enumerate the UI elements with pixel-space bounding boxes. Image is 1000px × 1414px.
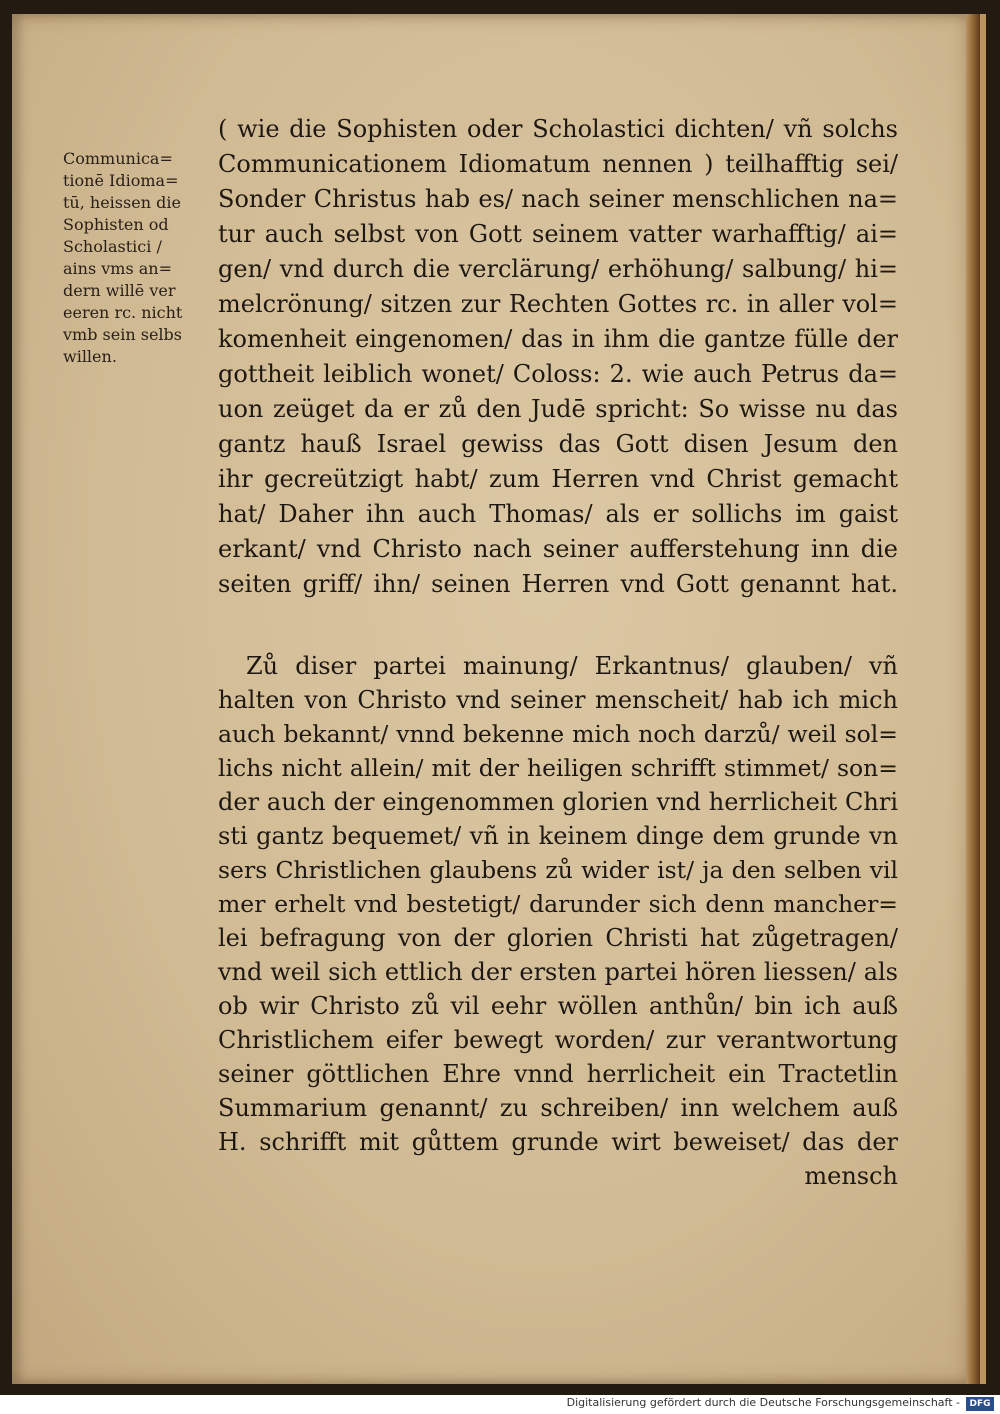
text-line: halten von Christo vnd seiner menscheit/ hab ich mich	[218, 686, 898, 714]
text-line: ( wie die Sophisten oder Scholastici dichten/ vñ solchs	[218, 115, 898, 143]
text-line: Zů diser partei mainung/ Erkantnus/ glauben/ vñ	[246, 652, 898, 680]
text-line: seiner göttlichen Ehre vnnd herrlicheit ein Tractetlin	[218, 1060, 898, 1088]
margin-note-line: tionē Idioma=	[63, 171, 179, 190]
text-line: H. schrifft mit gůttem grunde wirt beweiset/ das der	[218, 1128, 898, 1156]
paragraph-1	[218, 112, 898, 602]
text-line: tur auch selbst von Gott seinem vatter warhafftig/ ai=	[218, 220, 898, 248]
text-line: der auch der eingenommen glorien vnd herrlicheit Chri	[218, 788, 898, 816]
text-line: ob wir Christo zů vil eehr wöllen anthůn/ bin ich auß	[218, 992, 898, 1020]
text-line: Sonder Christus hab es/ nach seiner menschlichen na=	[218, 185, 898, 213]
text-line: Christlichem eifer bewegt worden/ zur verantwortung	[218, 1026, 898, 1054]
text-line: erkant/ vnd Christo nach seiner aufferstehung inn die	[218, 535, 898, 563]
catchword: mensch	[804, 1162, 898, 1190]
text-line: gen/ vnd durch die verclärung/ erhöhung/ salbung/ hi=	[218, 255, 898, 283]
text-line: seiten griff/ ihn/ seinen Herren vnd Gott genannt hat.	[218, 570, 898, 598]
margin-note-line: ains vms an=	[63, 259, 173, 278]
text-line: mer erhelt vnd bestetigt/ darunder sich denn mancher=	[218, 890, 898, 918]
margin-note-line: Scholastici /	[63, 237, 162, 256]
page-edge	[966, 14, 980, 1384]
funding-notice: Digitalisierung gefördert durch die Deutsche Forschungsgemeinschaft -	[566, 1396, 960, 1409]
margin-note-line: Communica=	[63, 149, 173, 168]
footer-bar	[0, 1395, 1000, 1414]
margin-note-line: willen.	[63, 347, 117, 366]
text-line: komenheit eingenomen/ das in ihm die gantze fülle der	[218, 325, 898, 353]
margin-note-line: dern willē ver	[63, 281, 176, 300]
text-line: Communicationem Idiomatum nennen ) teilhafftig sei/	[218, 150, 898, 178]
paragraph-2	[218, 649, 898, 1193]
text-line: lichs nicht allein/ mit der heiligen schrifft stimmet/ son=	[218, 754, 898, 782]
margin-note	[63, 148, 213, 368]
text-line: Summarium genannt/ zu schreiben/ inn welchem auß	[218, 1094, 898, 1122]
text-line: gantz hauß Israel gewiss das Gott disen Jesum den	[218, 430, 898, 458]
margin-note-line: eeren rc. nicht	[63, 303, 183, 322]
text-line: uon zeüget da er zů den Judē spricht: So wisse nu das	[218, 395, 898, 423]
main-text	[218, 112, 898, 1193]
dfg-logo: DFG	[966, 1397, 994, 1411]
margin-note-line: Sophisten od	[63, 215, 169, 234]
margin-note-line: tū, heissen die	[63, 193, 181, 212]
text-line: lei befragung von der glorien Christi hat zůgetragen/	[218, 924, 898, 952]
margin-note-line: vmb sein selbs	[63, 325, 182, 344]
text-line: sers Christlichen glaubens zů wider ist/ ja den selben vil	[218, 856, 898, 884]
text-line: auch bekannt/ vnnd bekenne mich noch darzů/ weil sol=	[218, 720, 898, 748]
text-line: melcrönung/ sitzen zur Rechten Gottes rc. in aller vol=	[218, 290, 898, 318]
text-line: vnd weil sich ettlich der ersten partei hören liessen/ als	[218, 958, 898, 986]
text-line: ihr gecreützigt habt/ zum Herren vnd Christ gemacht	[218, 465, 898, 493]
text-line: hat/ Daher ihn auch Thomas/ als er sollichs im gaist	[218, 500, 898, 528]
text-line: gottheit leiblich wonet/ Coloss: 2. wie auch Petrus da=	[218, 360, 898, 388]
text-line: sti gantz bequemet/ vñ in keinem dinge dem grunde vn	[218, 822, 898, 850]
